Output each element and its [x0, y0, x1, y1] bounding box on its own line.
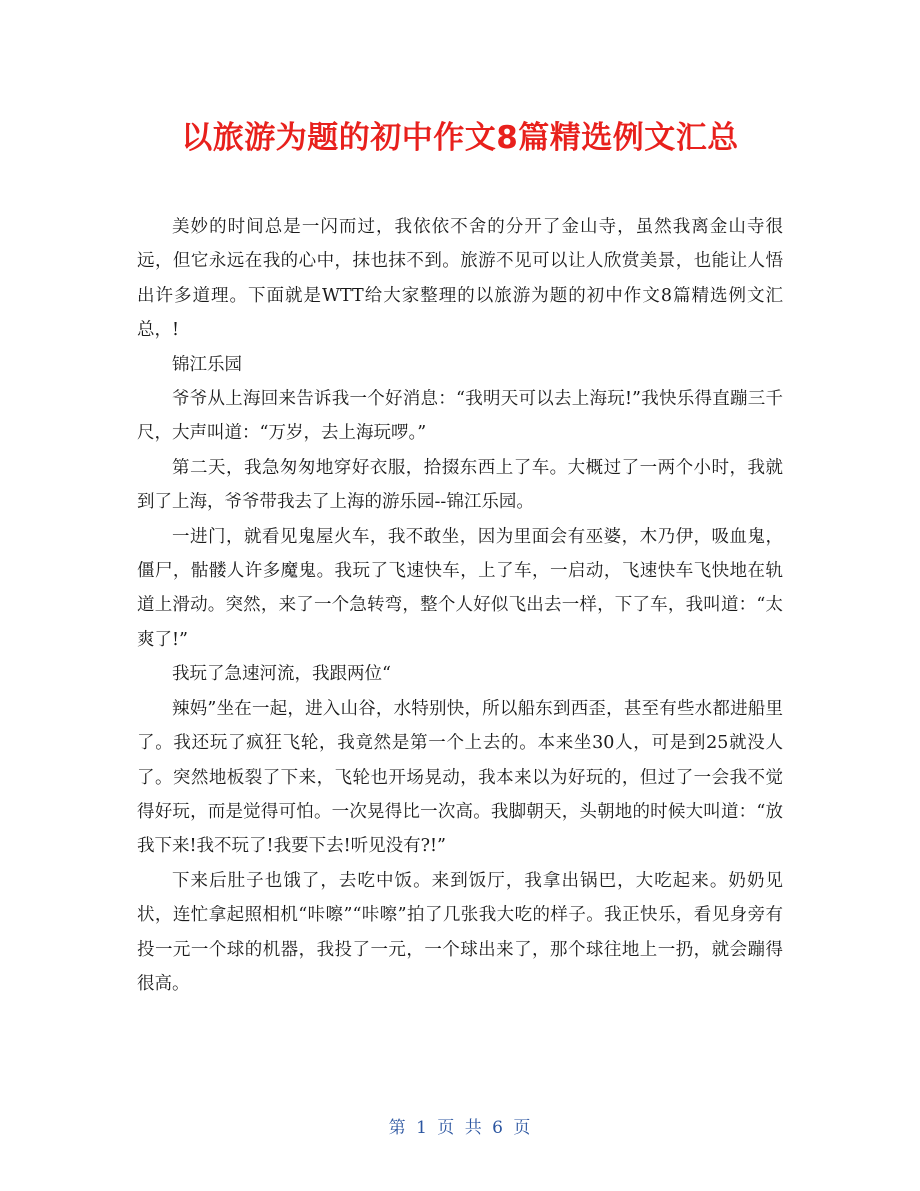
intro-paragraph: 美妙的时间总是一闪而过，我依依不舍的分开了金山寺，虽然我离金山寺很远，但它永远在我的心中，抹也抹不到。旅游不见可以让人欣赏美景，也能让人悟出许多道理。下面就是WTT给大家整理的以旅游为题的初中作文8篇精选例文汇总，! [137, 217, 783, 341]
article-paragraph: 我玩了急速河流，我跟两位“ [172, 664, 391, 685]
article-paragraph: 辣妈”坐在一起，进入山谷，水特别快，所以船东到西歪，甚至有些水都进船里了。我还玩了疯狂飞轮，我竟然是第一个上去的。本来坐30人，可是到25就没人了。突然地板裂了下来，飞轮也开场晃动，我本来以为好玩的，但过了一会我不觉得好玩，而是觉得可怕。一次晃得比一次高。我脚朝天，头朝地的时候大叫道：“放我下来!我不玩了!我要下去!听见没有?!” [137, 698, 783, 857]
article-paragraph: 一进门，就看见鬼屋火车，我不敢坐，因为里面会有巫婆，木乃伊，吸血鬼，僵尸，骷髅人许多魔鬼。我玩了飞速快车，上了车，一启动，飞速快车飞快地在轨道上滑动。突然，来了一个急转弯，整个人好似飞出去一样，下了车，我叫道：“太爽了!” [137, 526, 783, 650]
article-paragraph: 第二天，我急匆匆地穿好衣服，拾掇东西上了车。大概过了一两个小时，我就到了上海，爷爷带我去了上海的游乐园--锦江乐园。 [137, 457, 783, 513]
page-number-footer: 第 1 页 共 6 页 [388, 1118, 532, 1138]
article-paragraph: 下来后肚子也饿了，去吃中饭。来到饭厅，我拿出锅巴，大吃起来。奶奶见状，连忙拿起照相机“咔嚓”“咔嚓”拍了几张我大吃的样子。我正快乐，看见身旁有投一元一个球的机器，我投了一元，一个球出来了，那个球往地上一扔，就会蹦得很高。 [137, 870, 783, 994]
article-body [137, 210, 783, 1001]
page-title: 以旅游为题的初中作文8篇精选例文汇总 [181, 120, 739, 156]
section-heading: 锦江乐园 [172, 354, 242, 375]
article-paragraph: 爷爷从上海回来告诉我一个好消息：“我明天可以去上海玩!”我快乐得直蹦三千尺，大声叫道：“万岁，去上海玩啰。” [137, 389, 783, 444]
